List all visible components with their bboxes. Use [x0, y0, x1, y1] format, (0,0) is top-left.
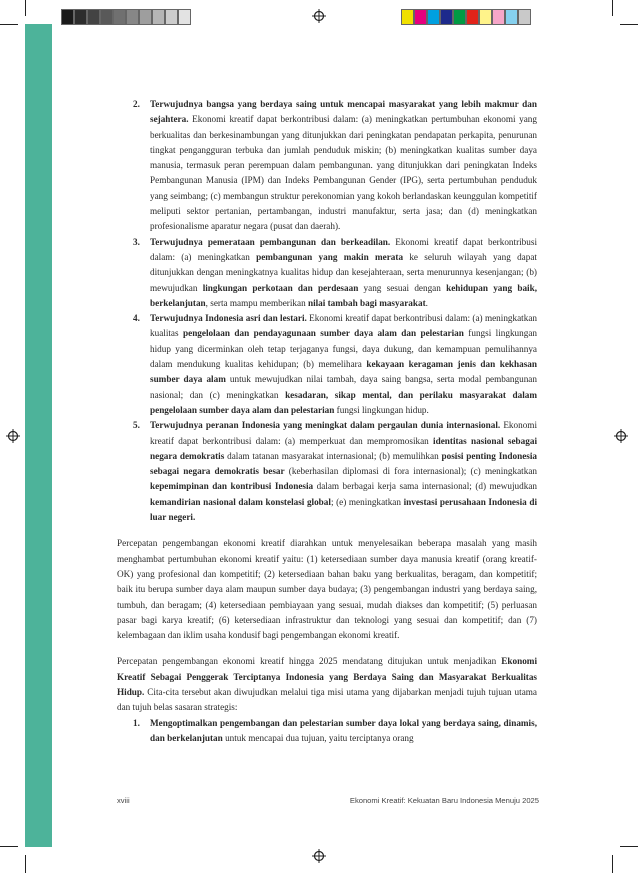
color-swatch [479, 9, 492, 25]
registration-mark-top [312, 9, 326, 23]
strategy-heading: Mengoptimalkan pengembangan dan pelestarian sumber daya lokal yang berdaya saing, dinamis, dan berkelanjutan [150, 717, 537, 743]
point-emphasis: posisi penting Indonesia sebagai negara demokratis besar [150, 450, 537, 477]
crop-mark-bottom-right-v [612, 855, 613, 873]
strategy-text: untuk mencapai dua tujuan, yaitu terciptanya orang [222, 732, 414, 743]
registration-mark-bottom [312, 849, 326, 863]
paragraph-vision-lead: Percepatan pengembangan ekonomi kreatif hingga 2025 mendatang ditujukan untuk menjadikan [117, 656, 502, 667]
point-text: untuk mewujudkan nilai tambah, daya saing bangsa, serta modal pembangunan nasional; dan (c) meningkatkan [150, 374, 537, 400]
point-item [117, 311, 537, 418]
point-text: , serta mampu memberikan [205, 297, 308, 308]
point-text: (keberhasilan diplomasi di fora internasional); (c) meningkatkan [284, 466, 537, 477]
point-emphasis: kesadaran, sikap mental, dan perilaku masyarakat dalam pengelolaan sumber daya alam dan pelestarian [150, 389, 537, 415]
point-number: 4. [133, 313, 140, 324]
point-emphasis: kekayaan keragaman jenis dan kekhasan sumber daya alam [150, 359, 537, 385]
color-swatch [74, 9, 87, 25]
point-number: 5. [133, 420, 140, 431]
color-swatch [427, 9, 440, 25]
point-item [117, 97, 537, 235]
color-swatch [505, 9, 518, 25]
point-emphasis: pengelolaan dan pendayagunaan sumber daya alam dan pelestarian [183, 328, 464, 339]
color-swatch [440, 9, 453, 25]
color-swatch [466, 9, 479, 25]
color-swatch [87, 9, 100, 25]
point-emphasis: nilai tambah bagi masyarakat [307, 297, 426, 308]
side-color-stripe [25, 24, 52, 847]
point-item [117, 235, 537, 311]
color-swatch [139, 9, 152, 25]
point-number: 2. [133, 99, 140, 109]
point-text: . [425, 297, 428, 308]
point-text: fungsi lingkungan hidup yang dicerminkan oleh tetap terjaganya fungsi, daya dukung, dan kemampuan pemulihannya dalam mendukung kualitas kehidupan; (b) memelihara [150, 328, 538, 370]
page-body [117, 97, 537, 746]
color-swatch [518, 9, 531, 25]
paragraph-problems: Percepatan pengembangan ekonomi kreatif diarahkan untuk menyelesaikan beberapa masalah yang masih menghambat pertumbuhan ekonomi kreatif yaitu: (1) ketersediaan sumber daya manusia kreatif (orang kreatif-OK) yang profesional dan kompetitif; (2) ketersediaan bahan baku yang berkualitas, beragam, dan kompetitif; baik itu berupa sumber daya alam maupun sumber daya budaya; (3) pengembangan industri yang berdaya saing, tumbuh, dan beragam; (4) ketersediaan pembiayaan yang sesuai, mudah diakses dan kompetitif; (5) perluasan pasar bagi karya kreatif; (6) ketersediaan infrastruktur dan teknologi yang sesuai dan kompetitif; dan (7) kelembagaan dan iklim usaha kondusif bagi pengembangan ekonomi kreatif. [117, 538, 537, 641]
strategy-list [117, 716, 537, 747]
crop-mark-top-left-v [25, 0, 26, 16]
point-heading: Terwujudnya Indonesia asri dan lestari. [150, 313, 307, 324]
page-number: xviii [117, 796, 130, 805]
page-footer [117, 796, 539, 808]
crop-mark-top-right-v [612, 0, 613, 16]
point-text: Ekonomi kreatif dapat berkontribusi dalam: (a) meningkatkan pertumbuhan ekonomi yang berkualitas dan berkesinambungan yang ditunjukkan dari peningkatan pendapatan perkapita, penurunan tingkat pengangguran terbuka dan jumlah penduduk miskin; (b) meningkatkan kualitas sumber daya manusia, termasuk peran perempuan dalam pembangunan. yang ditunjukkan dari peningkatan Indeks Pembangunan Manusia (IPM) dan Indeks Pembangunan Gender (IPG), serta pertumbuhan penduduk yang seimbang; (c) membangun struktur perekonomian yang kokoh berlandaskan keunggulan kompetitif meliputi sektor pertanian, pertambangan, industri manufaktur, serta jasa; dan (d) meningkatkan profesionalisme aparatur negara (pusat dan daerah). [150, 114, 537, 232]
point-heading: Terwujudnya pemerataan pembangunan dan berkeadilan. [150, 236, 391, 247]
color-swatch [126, 9, 139, 25]
point-emphasis: lingkungan perkotaan dan perdesaan [202, 282, 359, 293]
color-swatch [165, 9, 178, 25]
color-swatch [113, 9, 126, 25]
strategy-number: 1. [133, 717, 140, 728]
color-swatch [178, 9, 191, 25]
color-swatch [401, 9, 414, 25]
point-text: ke seluruh wilayah yang dapat ditunjukkan dengan meningkatnya kualitas hidup dan kesejahteraan, serta menurunnya kesenjangan; (b) mewujudkan [150, 251, 537, 293]
point-emphasis: kemandirian nasional dalam konstelasi global [150, 496, 331, 507]
strategy-item [117, 716, 537, 747]
color-swatch [61, 9, 74, 25]
point-text: dalam berbagai kerja sama internasional; (d) mewujudkan [313, 481, 537, 492]
point-text: yang sesuai dengan [358, 282, 447, 293]
point-text: Ekonomi kreatif dapat berkontribusi dalam: (a) memperkuat dan mempromosikan [150, 420, 538, 446]
numbered-points-list [117, 97, 537, 525]
registration-mark-right [614, 429, 628, 443]
paragraph-vision-bold: Ekonomi Kreatif Sebagai Penggerak Terciptanya Indonesia yang Berdaya Saing dan Masyarakat Berkualitas Hidup. [117, 656, 537, 697]
color-swatch [453, 9, 466, 25]
registration-mark-left [6, 429, 20, 443]
point-number: 3. [133, 236, 140, 247]
point-text: ; (e) meningkatkan [330, 496, 404, 507]
point-item [117, 418, 537, 525]
crop-mark-bottom-left-h [0, 846, 18, 847]
crop-mark-bottom-left-v [25, 855, 26, 873]
point-emphasis: kepemimpinan dan kontribusi Indonesia [150, 481, 314, 492]
color-swatch [492, 9, 505, 25]
point-text: dalam tatanan masyarakat internasional; (b) memulihkan [224, 450, 442, 461]
paragraph-vision-tail: Cita-cita tersebut akan diwujudkan melalui tiga misi utama yang dijabarkan menjadi tujuh tujuan utama dan tujuh belas sasaran strategis: [117, 686, 537, 713]
paragraph-vision [117, 654, 537, 715]
book-title: Ekonomi Kreatif: Kekuatan Baru Indonesia Menuju 2025 [349, 796, 539, 805]
point-heading: Terwujudnya peranan Indonesia yang meningkat dalam pergaulan dunia internasional. [150, 420, 501, 431]
crop-mark-top-left-h [0, 24, 18, 25]
crop-mark-bottom-right-h [620, 846, 638, 847]
point-text: Ekonomi kreatif dapat berkontribusi dalam: (a) meningkatkan [150, 236, 537, 262]
point-emphasis: kehidupan yang baik, berkelanjutan [150, 282, 537, 308]
crop-mark-top-right-h [620, 24, 638, 25]
point-text: fungsi lingkungan hidup. [334, 404, 429, 415]
color-swatch [414, 9, 427, 25]
point-heading: Terwujudnya bangsa yang berdaya saing untuk mencapai masyarakat yang lebih makmur dan sejahtera. [150, 99, 537, 125]
color-swatch [100, 9, 113, 25]
point-text: Ekonomi kreatif dapat berkontribusi dalam: (a) meningkatkan kualitas [150, 313, 537, 339]
color-swatch [152, 9, 165, 25]
point-emphasis: identitas nasional sebagai negara demokratis [150, 435, 538, 461]
point-emphasis: investasi perusahaan Indonesia di luar negeri. [150, 496, 537, 523]
point-emphasis: pembangunan yang makin merata [256, 251, 404, 262]
